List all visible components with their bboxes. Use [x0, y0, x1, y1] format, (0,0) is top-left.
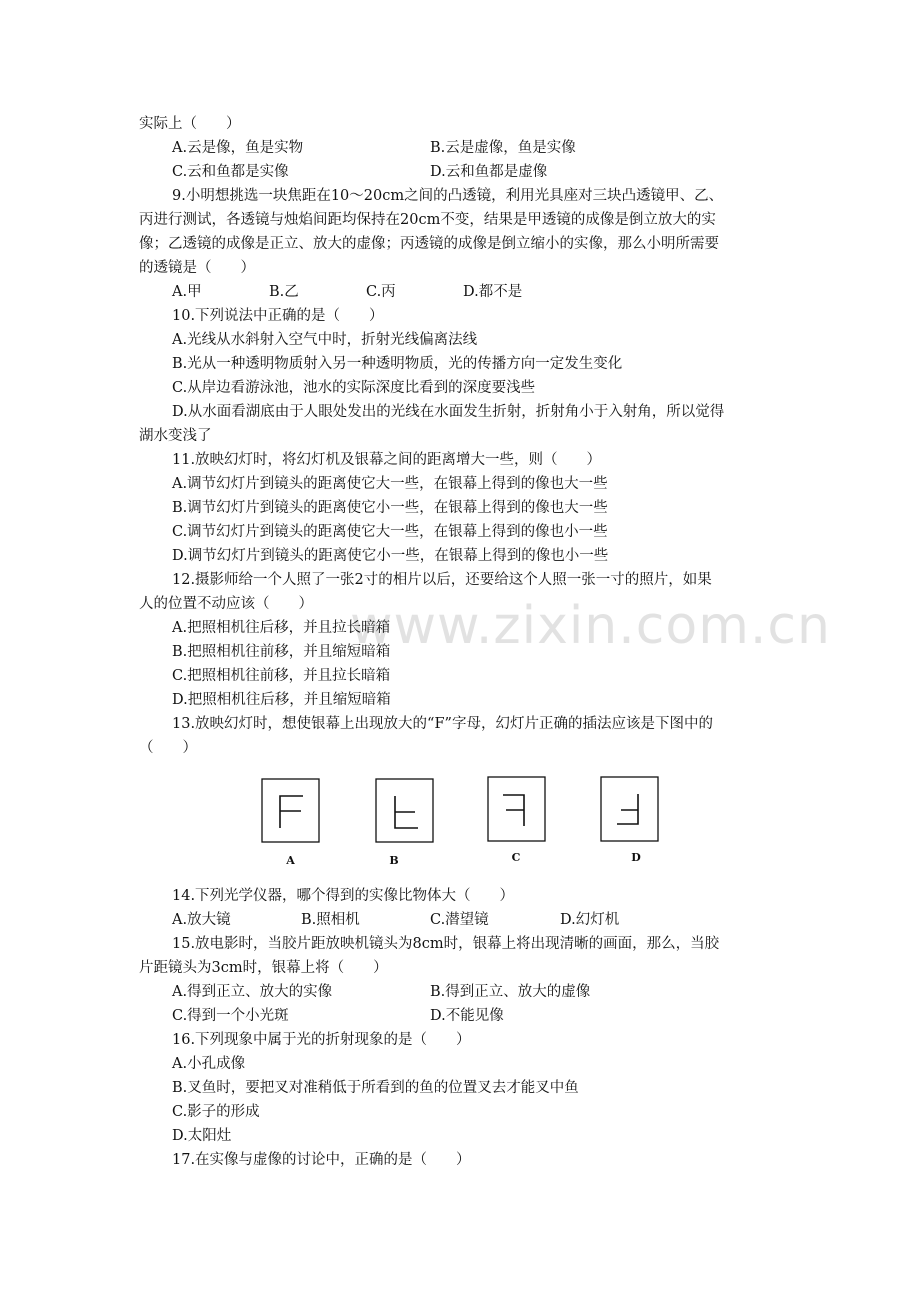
slide-d-label: D: [631, 851, 641, 864]
q16-option-d: D.太阳灶: [172, 1128, 232, 1144]
slide-b-frame: [376, 779, 433, 842]
q11-option-c: C.调节幻灯片到镜头的距离使它大一些，在银幕上得到的像也小一些: [172, 524, 608, 540]
q11-option-a: A.调节幻灯片到镜头的距离使它大一些，在银幕上得到的像也大一些: [172, 476, 608, 492]
q13-stem-line-2: （ ）: [139, 740, 197, 756]
q15-stem-line-2: 片距镜头为3cm时，银幕上将（ ）: [139, 960, 388, 976]
q9-option-a: A.甲: [172, 284, 202, 300]
q9-option-d: D.都不是: [463, 284, 523, 300]
q9-stem-line-4: 的透镜是（ ）: [139, 260, 255, 276]
q12-option-a: A.把照相机往后移，并且拉长暗箱: [172, 620, 391, 636]
q11-option-b: B.调节幻灯片到镜头的距离使它小一些，在银幕上得到的像也大一些: [172, 500, 608, 516]
q8-stem-continuation: 实际上（ ）: [139, 116, 241, 132]
slide-c-letter: [503, 795, 524, 826]
q16-option-c: C.影子的形成: [172, 1104, 260, 1120]
q12-option-d: D.把照相机往后移，并且缩短暗箱: [172, 692, 391, 708]
slide-c-frame: [488, 777, 545, 841]
slide-b: [376, 779, 433, 867]
q8-option-d: D.云和鱼都是虚像: [430, 164, 548, 180]
q12-stem-line-2: 人的位置不动应该（ ）: [139, 596, 313, 612]
q10-option-a: A.光线从水斜射入空气中时，折射光线偏离法线: [172, 332, 478, 348]
q9-option-b: B.乙: [269, 284, 299, 300]
q10-option-d-line-1: D.从水面看湖底由于人眼处发出的光线在水面发生折射，折射角小于入射角，所以觉得: [172, 404, 725, 420]
q11-stem: 11.放映幻灯时，将幻灯机及银幕之间的距离增大一些，则（ ）: [172, 452, 602, 468]
q14-option-d: D.幻灯机: [560, 912, 620, 928]
q13-stem-line-1: 13.放映幻灯时，想使银幕上出现放大的“F”字母，幻灯片正确的插法应该是下图中的: [172, 716, 713, 732]
q17-stem: 17.在实像与虚像的讨论中，正确的是（ ）: [172, 1152, 471, 1168]
q14-option-a: A.放大镜: [172, 912, 231, 928]
q14-option-b: B.照相机: [301, 912, 360, 928]
q9-stem-line-3: 像；乙透镜的成像是正立、放大的虚像；丙透镜的成像是倒立缩小的实像，那么小明所需要: [139, 236, 719, 252]
slide-d-letter: [617, 794, 638, 824]
q16-stem: 16.下列现象中属于光的折射现象的是（ ）: [172, 1032, 471, 1048]
q15-option-c: C.得到一个小光斑: [172, 1008, 289, 1024]
q8-option-a: A.云是像，鱼是实物: [172, 140, 304, 156]
q11-option-d: D.调节幻灯片到镜头的距离使它小一些，在银幕上得到的像也小一些: [172, 548, 609, 564]
q16-option-a: A.小孔成像: [172, 1056, 246, 1072]
watermark: www.zixin.com.cn: [350, 596, 831, 656]
q10-option-b: B.光从一种透明物质射入另一种透明物质，光的传播方向一定发生变化: [172, 356, 623, 372]
q9-option-c: C.丙: [366, 284, 396, 300]
slide-b-letter: [395, 796, 418, 828]
q10-option-d-line-2: 湖水变浅了: [139, 428, 212, 444]
slide-b-label: B: [389, 854, 399, 867]
q9-stem-line-1: 9.小明想挑选一块焦距在10～20cm之间的凸透镜，利用光具座对三块凸透镜甲、乙、: [172, 188, 724, 204]
slide-d: [601, 777, 658, 864]
q14-option-c: C.潜望镜: [430, 912, 489, 928]
q15-option-a: A.得到正立、放大的实像: [172, 984, 333, 1000]
slide-a: [262, 779, 319, 867]
q8-option-b: B.云是虚像，鱼是实像: [430, 140, 576, 156]
q12-stem-line-1: 12.摄影师给一个人照了一张2寸的相片以后，还要给这个人照一张一寸的照片，如果: [172, 572, 712, 588]
q15-stem-line-1: 15.放电影时，当胶片距放映机镜头为8cm时，银幕上将出现清晰的画面，那么，当胶: [172, 936, 720, 952]
slide-a-letter: [280, 796, 303, 828]
q15-option-b: B.得到正立、放大的虚像: [430, 984, 591, 1000]
q8-option-c: C.云和鱼都是实像: [172, 164, 289, 180]
q12-option-c: C.把照相机往前移，并且拉长暗箱: [172, 668, 391, 684]
q14-stem: 14.下列光学仪器，哪个得到的实像比物体大（ ）: [172, 888, 515, 904]
q10-stem: 10.下列说法中正确的是（ ）: [172, 308, 384, 324]
q16-option-b: B.叉鱼时，要把叉对准稍低于所看到的鱼的位置叉去才能叉中鱼: [172, 1080, 579, 1096]
slide-c-label: C: [511, 851, 521, 864]
q10-option-c: C.从岸边看游泳池，池水的实际深度比看到的深度要浅些: [172, 380, 536, 396]
slide-c: [488, 777, 545, 864]
slide-a-label: A: [286, 854, 295, 867]
q9-stem-line-2: 丙进行测试，各透镜与烛焰间距均保持在20cm不变，结果是甲透镜的成像是倒立放大的实: [139, 212, 716, 228]
q15-option-d: D.不能见像: [430, 1008, 504, 1024]
q12-option-b: B.把照相机往前移，并且缩短暗箱: [172, 644, 391, 660]
slide-d-frame: [601, 777, 658, 841]
